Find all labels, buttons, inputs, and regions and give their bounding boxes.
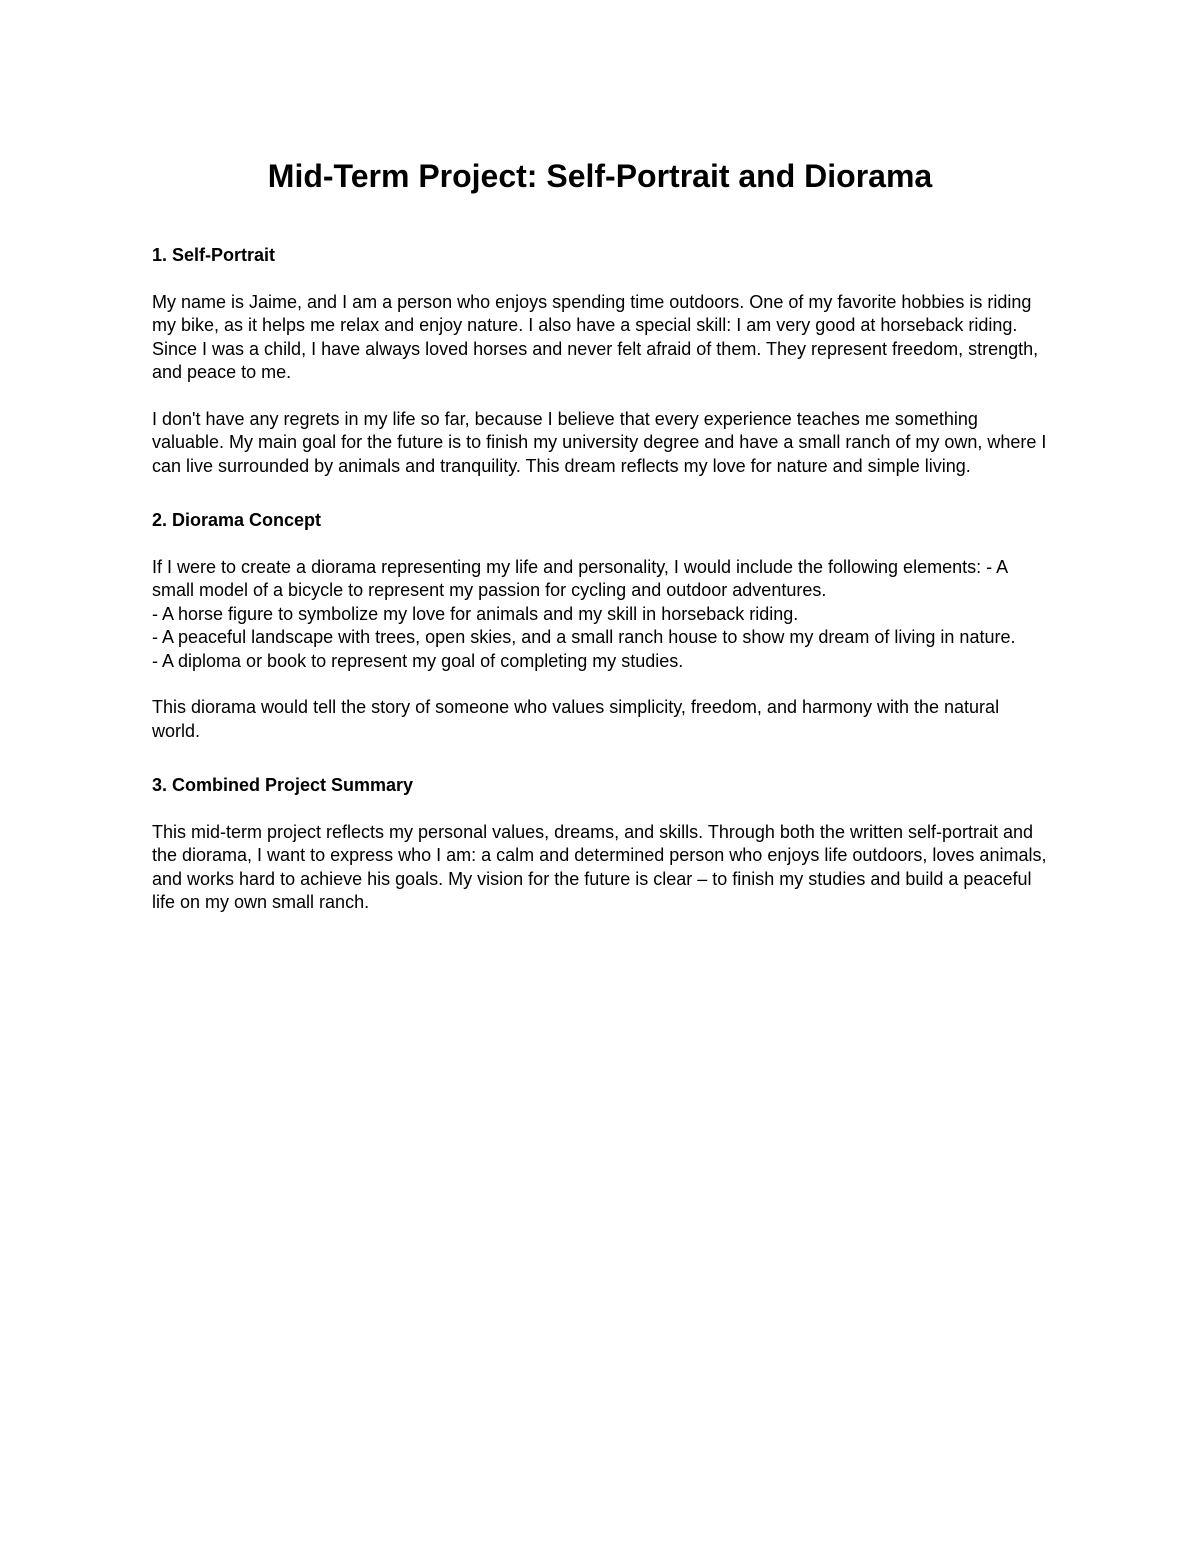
paragraph: My name is Jaime, and I am a person who enjoys spending time outdoors. One of my favorite hobbies is riding my bike, as it helps me relax and enjoy nature. I also have a special skill: I am very good at horseback riding. Since I was a child, I have always loved horses and never felt afraid of them. They represent freedom, strength, and peace to me. [152, 291, 1039, 382]
paragraph: This mid-term project reflects my personal values, dreams, and skills. Through both the written self-portrait and the diorama, I want to express who I am: a calm and determined person who enjoys life outdoors, loves animals, and works hard to achieve his goals. My vision for the future is clear – to finish my studies and build a peaceful life on my own small ranch. [152, 821, 1047, 912]
list-item: - A diploma or book to represent my goal of completing my studies. [152, 650, 684, 671]
section-heading: 2. Diorama Concept [152, 510, 322, 530]
paragraph: I don't have any regrets in my life so far, because I believe that every experience teaches me something valuable. My main goal for the future is to finish my university degree and have a small ranch of my own, where I can live surrounded by animals and tranquility. This dream reflects my love for nature and simple living. [152, 408, 1047, 476]
list-item: - A horse figure to symbolize my love for animals and my skill in horseback riding. [152, 603, 799, 624]
section-diorama-concept [152, 509, 1052, 743]
list-item: - A peaceful landscape with trees, open skies, and a small ranch house to show my dream of living in nature. [152, 627, 1016, 647]
paragraph: If I were to create a diorama representing my life and personality, I would include the following elements: - A small model of a bicycle to represent my passion for cycling and outdoor adventures. [152, 556, 1008, 600]
section-heading: 3. Combined Project Summary [152, 775, 414, 795]
section-heading: 1. Self-Portrait [152, 245, 276, 265]
paragraph: This diorama would tell the story of someone who values simplicity, freedom, and harmony with the natural world. [152, 697, 1000, 741]
document-body [152, 244, 1052, 915]
section-self-portrait [152, 244, 1052, 478]
section-combined-summary [152, 774, 1052, 915]
document-title: Mid-Term Project: Self-Portrait and Diorama [267, 158, 933, 194]
